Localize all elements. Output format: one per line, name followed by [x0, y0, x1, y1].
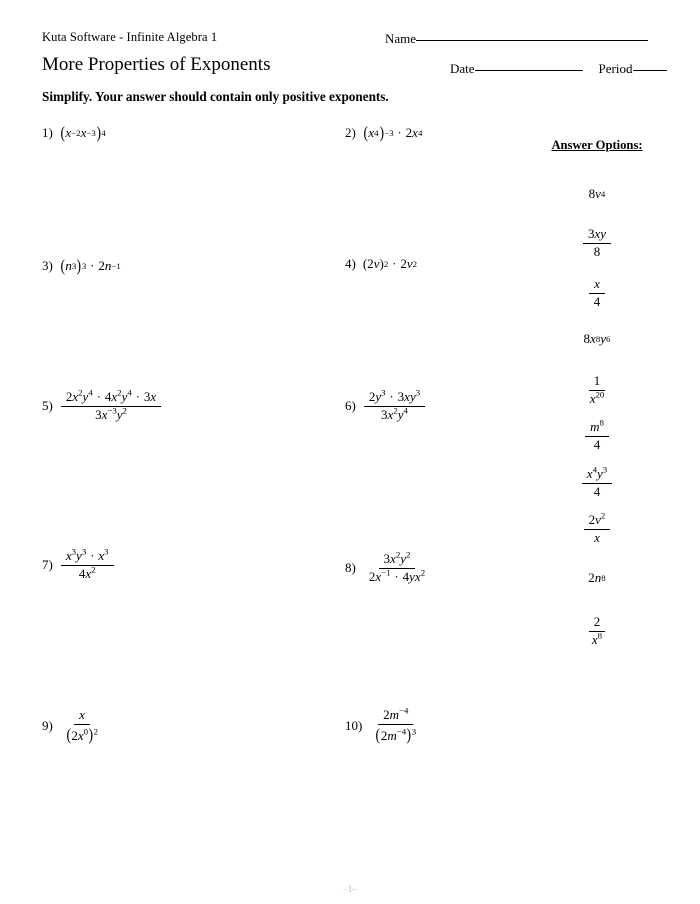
problem-expression: $\frac{2x^2y^4 \cdot 4x^2y^4 \cdot 3x}{3x^{-3}y^2}$ — [60, 390, 162, 422]
answer-expression: $\frac{x^4y^3}{4}$ — [581, 467, 613, 499]
problem-expression: $\frac{x}{(2x^0)^2}$ — [66, 707, 99, 744]
problem-9 — [42, 708, 104, 744]
answer-option-6[interactable] — [522, 419, 672, 452]
answer-option-1[interactable] — [522, 186, 672, 202]
problem-number: 3) — [42, 258, 53, 273]
answer-expression: $\frac{2}{x^8}$ — [586, 615, 608, 647]
problem-expression: $\frac{2m^{-4}}{(2m^{-4})^3}$ — [375, 705, 417, 744]
problem-number: 8) — [345, 560, 356, 576]
problem-expression: $\frac{2y^3 \cdot 3xy^3}{3x^2y^4}$ — [363, 390, 426, 422]
answer-option-2[interactable] — [522, 226, 672, 259]
answer-expression: $\frac{2v^2}{x}$ — [583, 513, 612, 545]
page-title: More Properties of Exponents — [42, 54, 271, 75]
problem-8 — [345, 549, 431, 584]
answer-expression: $\frac{3xy}{8}$ — [582, 227, 612, 259]
problem-expression: (2 v ) 2 · 2 v 2 — [362, 256, 418, 271]
answer-option-9[interactable] — [522, 570, 672, 586]
problem-7 — [42, 546, 115, 581]
software-line: Kuta Software - Infinite Algebra 1 — [42, 30, 218, 44]
answer-option-5[interactable] — [522, 373, 672, 406]
page-number-footer: –1– — [343, 884, 357, 894]
answer-expression: $\frac{m^8}{4}$ — [584, 420, 610, 452]
problem-number: 10) — [345, 718, 363, 734]
answer-expression: 8 v 4 — [588, 186, 606, 201]
problem-10 — [345, 705, 422, 744]
answer-options-heading: Answer Options: — [551, 138, 643, 152]
problem-expression: ( n 3 ) 3 · 2 n −1 — [60, 256, 121, 275]
name-label: Name — [385, 31, 417, 46]
answer-option-4[interactable] — [522, 331, 672, 347]
problem-5 — [42, 387, 162, 422]
answer-option-3[interactable] — [522, 276, 672, 309]
answer-option-8[interactable] — [522, 512, 672, 545]
problem-number: 2) — [345, 125, 356, 140]
problem-number: 1) — [42, 125, 53, 140]
instructions-line: Simplify. Your answer should contain only positive exponents. — [42, 89, 389, 104]
problem-expression: ( x 4 ) −3 · 2 x 4 — [363, 123, 423, 142]
problem-1 — [42, 123, 106, 143]
answer-expression: 2 n 8 — [588, 570, 606, 585]
problem-number: 9) — [42, 718, 53, 734]
problem-4 — [345, 256, 417, 272]
answer-expression: 8 x 8 y 6 — [583, 331, 611, 346]
answer-option-10[interactable] — [522, 614, 672, 647]
problem-expression: $\frac{x^3y^3 \cdot x^3}{4x^2}$ — [60, 549, 115, 581]
answer-option-7[interactable] — [522, 466, 672, 499]
answer-expression: $\frac{x}{4}$ — [588, 277, 607, 309]
problem-expression: ( x −2 x −3 ) 4 — [60, 123, 106, 142]
problem-number: 6) — [345, 398, 356, 414]
problem-3 — [42, 256, 121, 276]
period-label: Period — [598, 61, 633, 76]
problem-number: 7) — [42, 557, 53, 573]
answer-options-panel — [522, 138, 672, 153]
problem-number: 5) — [42, 398, 53, 414]
date-label: Date — [450, 61, 475, 76]
problem-6 — [345, 387, 426, 422]
problem-2 — [345, 123, 422, 143]
problem-number: 4) — [345, 256, 356, 271]
answer-expression: $\frac{1}{x^{20}}$ — [589, 373, 605, 406]
problem-expression: $\frac{3x^2y^2}{2x^{-1} \cdot 4yx^2}$ — [368, 549, 426, 584]
